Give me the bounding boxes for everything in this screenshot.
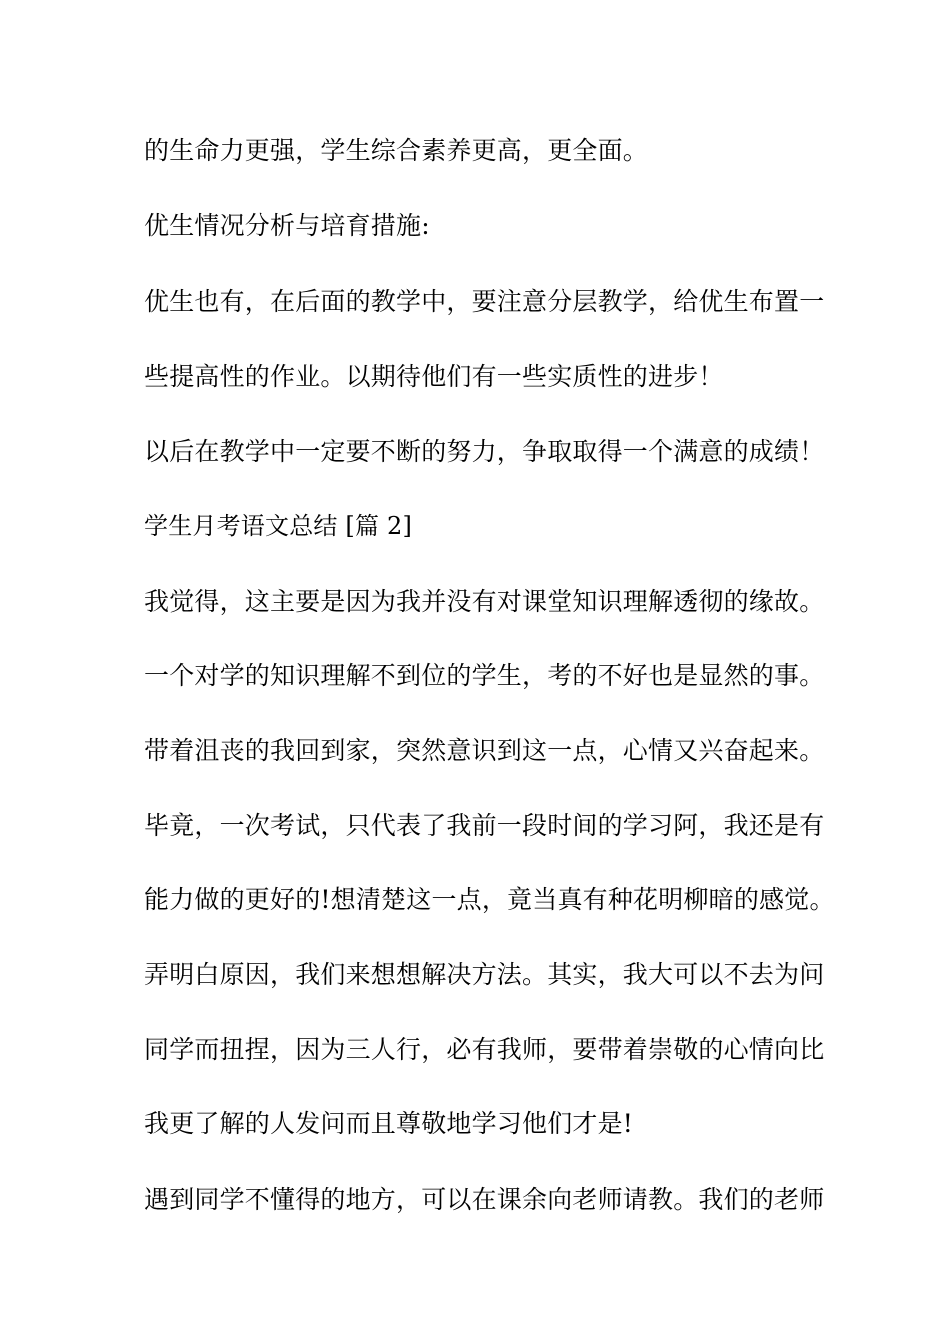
paragraph-line: 我更了解的人发问而且尊敬地学习他们才是! <box>144 1109 634 1138</box>
paragraph-line: 些提高性的作业。以期待他们有一些实质性的进步！ <box>144 362 724 391</box>
paragraph-line: 我觉得，这主要是因为我并没有对课堂知识理解透彻的缘故。 <box>144 587 825 616</box>
paragraph-line: 优生也有，在后面的教学中，要注意分层教学，给优生布置一 <box>144 287 825 316</box>
paragraph-line: 以后在教学中一定要不断的努力，争取取得一个满意的成绩！ <box>144 437 825 466</box>
paragraph-line: 同学而扭捏，因为三人行，必有我师，要带着崇敬的心情向比 <box>144 1035 825 1064</box>
section-heading: 优生情况分析与培育措施: <box>144 211 430 240</box>
paragraph-line: 遇到同学不懂得的地方，可以在课余向老师请教。我们的老师 <box>144 1185 825 1214</box>
paragraph-line: 的生命力更强，学生综合素养更高，更全面。 <box>144 136 649 165</box>
paragraph-line: 带着沮丧的我回到家，突然意识到这一点，心情又兴奋起来。 <box>144 736 825 765</box>
paragraph-line: 能力做的更好的!想清楚这一点，竟当真有种花明柳暗的感觉。 <box>144 885 835 914</box>
paragraph-line: 一个对学的知识理解不到位的学生，考的不好也是显然的事。 <box>144 661 825 690</box>
article-title: 学生月考语文总结 [篇 2] <box>144 512 413 540</box>
paragraph-line: 毕竟，一次考试，只代表了我前一段时间的学习阿，我还是有 <box>144 811 825 840</box>
paragraph-line: 弄明白原因，我们来想想解决方法。其实，我大可以不去为问 <box>144 960 825 989</box>
